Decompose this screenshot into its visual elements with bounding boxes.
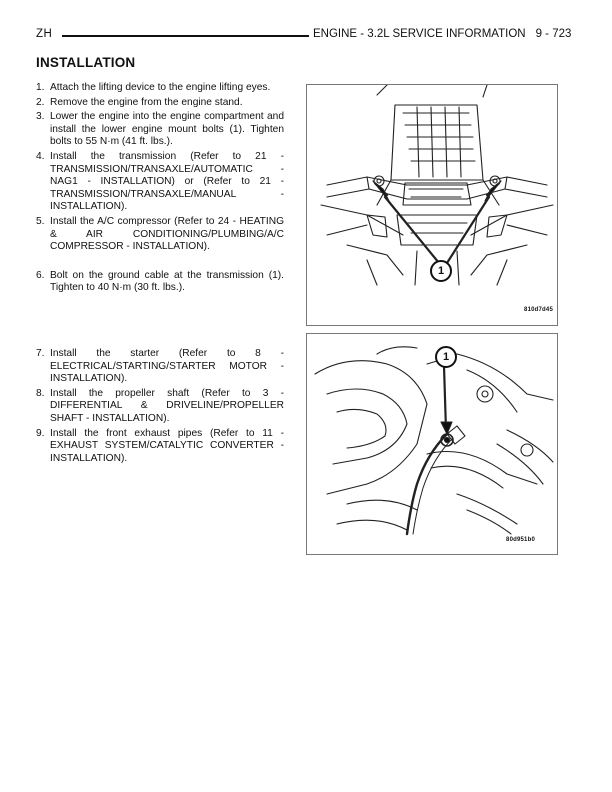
step-item	[36, 111, 284, 149]
step-item	[36, 97, 284, 110]
step-text: Install the propeller shaft (Refer to 3 - DIFFERENTIAL & DRIVELINE/PROPELLER SHAFT - INSTALLATION).	[50, 387, 284, 424]
step-item	[36, 82, 284, 95]
installation-steps-list	[36, 82, 284, 297]
step-number: 6.	[36, 269, 45, 281]
figure-id: 80d951b0	[506, 537, 535, 543]
page-number: 9 - 723	[535, 28, 572, 40]
step-text: Install the starter (Refer to 8 - ELECTRICAL/STARTING/STARTER MOTOR - INSTALLATION).	[50, 348, 284, 385]
header-title	[313, 28, 571, 40]
engine-mount-illustration	[307, 85, 557, 325]
figure-ground-cable	[306, 333, 558, 555]
step-text: Bolt on the ground cable at the transmission (1). Tighten to 40 N·m (30 ft. lbs.).	[50, 269, 284, 294]
figure-engine-mount-bolts	[306, 84, 558, 326]
callout-1: 1	[430, 260, 452, 282]
header-title-text: ENGINE - 3.2L SERVICE INFORMATION	[313, 28, 526, 40]
step-number: 1.	[36, 82, 45, 93]
step-number: 5.	[36, 215, 45, 227]
header-rule	[62, 35, 309, 37]
step-number: 3.	[36, 111, 45, 123]
step-item	[36, 151, 284, 214]
header-section-code: ZH	[36, 28, 53, 40]
step-text: Lower the engine into the engine compartment and install the lower engine mount bolts (1). Tighten bolts to 55 N·m (41 ft. lbs.).	[50, 111, 284, 148]
step-item	[36, 348, 284, 386]
step-number: 7.	[36, 348, 45, 359]
step-text: Install the transmission (Refer to 21 - TRANSMISSION/TRANSAXLE/AUTOMATIC - NAG1 - INSTALLATION) or (Refer to 21 - TRANSMISSION/TRANSAXLE/MANUAL - INSTALLATION).	[50, 150, 284, 213]
step-number: 4.	[36, 150, 45, 162]
step-number: 9.	[36, 427, 45, 439]
step-number: 8.	[36, 387, 45, 399]
installation-steps-list-continued	[36, 348, 284, 467]
step-item	[36, 388, 284, 426]
section-title: INSTALLATION	[36, 55, 136, 70]
step-number: 2.	[36, 96, 45, 108]
figure-id: 810d7d45	[524, 307, 553, 313]
callout-1: 1	[435, 346, 457, 368]
ground-cable-illustration	[307, 334, 557, 554]
step-item	[36, 216, 284, 254]
step-item	[36, 428, 284, 466]
step-item	[36, 270, 284, 295]
step-text: Attach the lifting device to the engine lifting eyes.	[50, 82, 271, 93]
step-text: Install the front exhaust pipes (Refer to 11 - EXHAUST SYSTEM/CATALYTIC CONVERTER - INSTALLATION).	[50, 427, 284, 464]
step-text: Install the A/C compressor (Refer to 24 - HEATING & AIR CONDITIONING/PLUMBING/A/C COMPRESSOR - INSTALLATION).	[50, 215, 284, 253]
step-text: Remove the engine from the engine stand.	[50, 96, 243, 108]
